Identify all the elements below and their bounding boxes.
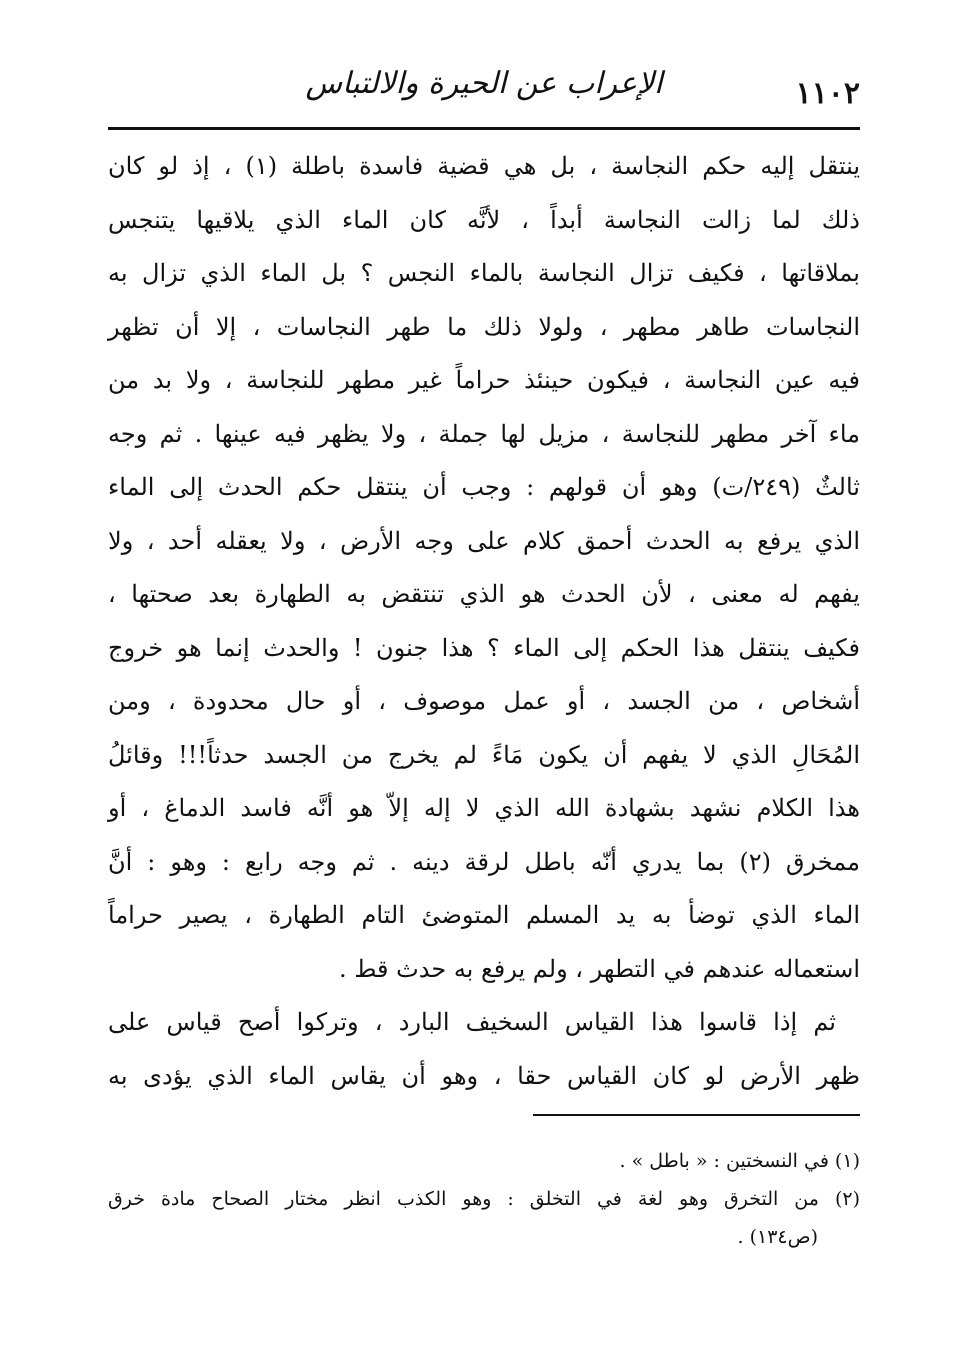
text-line: يفهم له معنى ، لأن الحدث هو الذي تنتقض به الطهارة بعد صحتها ، [108,580,860,608]
text-line: ممخرق (٢) بما يدري أنّه باطل لرقة دينه . ثم وجه رابع : وهو : أنَّ [108,847,861,876]
text-line: ماء آخر مطهر للنجاسة ، مزيل لها جملة ، ولا يظهر فيه عينها . ثم وجه [108,419,861,448]
footnote-item: (ص١٣٤) . [737,1226,818,1248]
text-line: النجاسات طاهر مطهر ، ولولا ذلك ما طهر النجاسات ، إلا أن تظهر [108,312,860,341]
text-line: ينتقل إليه حكم النجاسة ، بل هي قضية فاسدة باطلة (١) ، إذ لو كان [108,152,860,180]
text-line: الذي يرفع به الحدث أحمق كلام على وجه الأرض ، ولا يعقله أحد ، ولا [108,526,860,555]
page-header [108,62,860,124]
text-line: ظهر الأرض لو كان القياس حقا ، وهو أن يقاس الماء الذي يؤدى به [108,1061,860,1090]
header-rule [108,127,860,130]
text-line: أشخاص ، من الجسد ، أو عمل موصوف ، أو حال محدودة ، ومن [108,687,860,715]
text-line: ثالثٌ (٢٤٩/ت) وهو أن قولهم : وجب أن ينتقل حكم الحدث إلى الماء [108,473,860,501]
text-line: هذا الكلام نشهد بشهادة الله الذي لا إله إلاّ هو أنَّه فاسد الدماغ ، أو [108,794,860,822]
running-title: الإعراب عن الحيرة والالتباس [305,66,663,101]
text-line: الماء الذي توضأ به يد المسلم المتوضئ التام الطهارة ، يصير حراماً [108,901,860,929]
text-line: بملاقاتها ، فكيف تزال النجاسة بالماء النجس ؟ بل الماء الذي تزال به [108,259,860,287]
text-line: المُحَالِ الذي لا يفهم أن يكون مَاءً لم يخرج من الجسد حدثاً!!! وقائلُ [108,740,860,769]
text-line: ثم إذا قاسوا هذا القياس السخيف البارد ، وتركوا أصح قياس على [108,1008,836,1036]
footnote-rule [533,1114,860,1116]
page-number: ١١٠٢ [795,76,860,111]
text-line: ذلك لما زالت النجاسة أبداً ، لأنَّه كان الماء الذي يلاقيها يتنجس [108,205,860,234]
text-line: فكيف ينتقل هذا الحكم إلى الماء ؟ هذا جنون ! والحدث إنما هو خروج [108,633,860,662]
main-text [108,140,860,1103]
text-line: فيه عين النجاسة ، فيكون حينئذ حراماً غير مطهر للنجاسة ، ولا بد من [108,366,860,394]
footnotes [108,1142,860,1256]
footnote-item: (١) في النسختين : « باطل » . [619,1150,860,1172]
footnote-item: (٢) من التخرق وهو لغة في التخلق : وهو الكذب انظر مختار الصحاح مادة خرق [108,1188,860,1210]
text-line: استعماله عندهم في التطهر ، ولم يرفع به حدث قط . [339,954,860,983]
